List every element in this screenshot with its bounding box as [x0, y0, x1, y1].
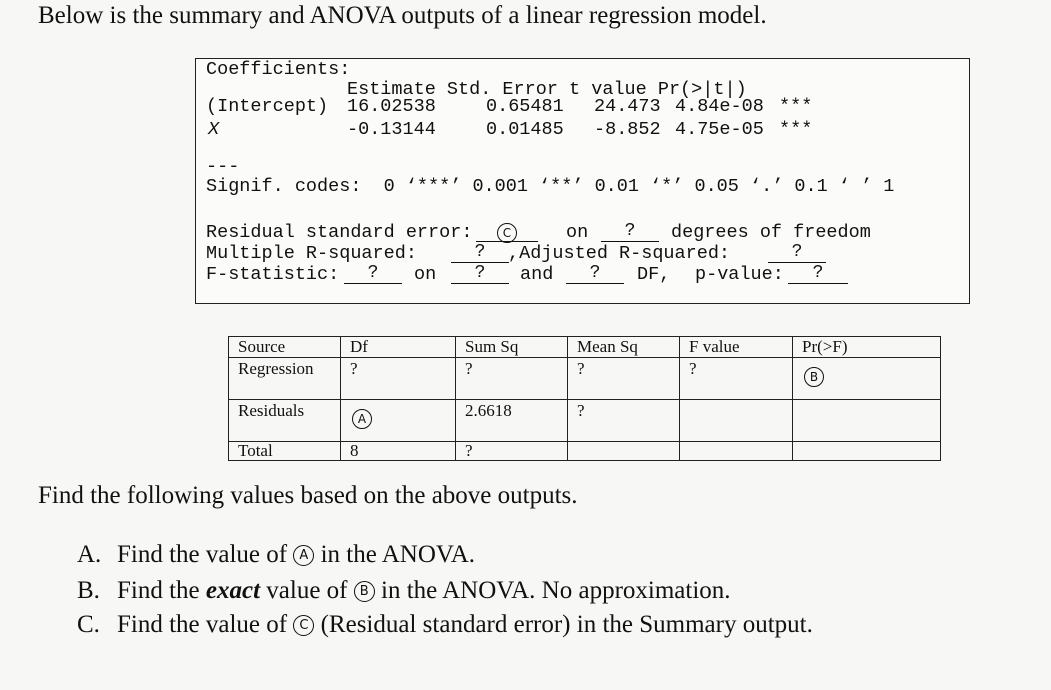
header-mean-sq: Mean Sq [568, 337, 680, 358]
question-emphasis: exact [205, 577, 261, 604]
cell-mean-sq [568, 442, 680, 461]
cell-df: 8 [341, 442, 456, 461]
signif-codes: Signif. codes: 0 ‘***’ 0.001 ‘**’ 0.01 ‘*’ 0.05 ‘.’ 0.1 ‘ ’ 1 [206, 176, 895, 197]
multiple-r2-label: Multiple R-squared: [206, 243, 417, 264]
cell-df [341, 400, 456, 442]
question-a [77, 541, 475, 569]
anova-table [228, 336, 941, 461]
cell-mean-sq: ? [568, 358, 680, 400]
circle-c-marker: C [497, 223, 517, 243]
cell-mean-sq: ? [568, 400, 680, 442]
question-letter: A. [77, 541, 102, 568]
separator-line: --- [206, 156, 240, 177]
adjusted-r2-label: ,Adjusted R-squared: [508, 243, 731, 264]
coef-row-x-estimate: -0.13144 [347, 119, 436, 140]
f-statistic-blank: ? [344, 263, 402, 284]
f-on-text: on [414, 264, 437, 285]
coefficients-header: Estimate Std. Error t value Pr(>|t|) [347, 79, 747, 100]
anova-header-row [229, 337, 941, 358]
question-c [77, 611, 813, 639]
question-text-pre: Find the [117, 577, 200, 604]
coef-row-x-tvalue: -8.852 [594, 119, 661, 140]
header-pr-f: Pr(>F) [793, 337, 941, 358]
coef-row-intercept-stderr: 0.65481 [486, 96, 564, 117]
cell-f-value: ? [680, 358, 793, 400]
cell-source: Regression [229, 358, 341, 400]
coef-row-x-name: X [208, 119, 220, 140]
question-letter: B. [77, 577, 100, 604]
cell-pr-f [793, 400, 941, 442]
cell-f-value [680, 442, 793, 461]
question-text-post: in the ANOVA. [320, 541, 476, 568]
circle-b-marker: B [804, 367, 824, 387]
p-value-blank: ? [788, 263, 848, 284]
cell-source: Residuals [229, 400, 341, 442]
cell-df: ? [341, 358, 456, 400]
anova-row-total [229, 442, 941, 461]
question-letter: C. [77, 611, 100, 638]
coef-row-x-stars: *** [779, 119, 813, 140]
f-and-text: and [520, 264, 554, 285]
header-df: Df [341, 337, 456, 358]
f-df1-blank: ? [451, 263, 509, 284]
header-source: Source [229, 337, 341, 358]
cell-sum-sq: ? [456, 358, 568, 400]
coef-row-intercept-name: (Intercept) [206, 96, 329, 117]
anova-row-regression [229, 358, 941, 400]
cell-pr-f [793, 358, 941, 400]
rse-df-blank: ? [601, 221, 659, 242]
question-text-post: (Residual standard error) in the Summary output. [320, 611, 813, 638]
adjusted-r2-blank: ? [768, 242, 826, 263]
anova-row-residuals [229, 400, 941, 442]
rse-label: Residual standard error: [206, 222, 473, 243]
f-df2-blank: ? [566, 263, 624, 284]
summary-output-box [195, 58, 970, 304]
rse-on-text: on [566, 222, 589, 243]
coef-row-intercept-tvalue: 24.473 [594, 96, 661, 117]
p-value-label: p-value: [695, 264, 784, 285]
coef-row-intercept-estimate: 16.02538 [347, 96, 436, 117]
questions-heading: Find the following values based on the above outputs. [38, 482, 578, 509]
coef-row-intercept-stars: *** [779, 96, 813, 117]
cell-sum-sq: 2.6618 [456, 400, 568, 442]
dof-text: degrees of freedom [671, 222, 871, 243]
circle-a-marker: A [352, 409, 372, 429]
intro-text: Below is the summary and ANOVA outputs of a linear regression model. [38, 2, 767, 29]
question-text-post: in the ANOVA. No approximation. [381, 577, 731, 604]
circle-a-marker: A [293, 545, 314, 566]
question-b [77, 577, 731, 605]
circle-c-marker: C [293, 615, 314, 636]
f-statistic-label: F-statistic: [206, 264, 340, 285]
coefficients-title: Coefficients: [206, 59, 351, 80]
question-text-pre: Find the value of [117, 541, 288, 568]
coef-row-x-stderr: 0.01485 [486, 119, 564, 140]
cell-sum-sq: ? [456, 442, 568, 461]
question-text-pre2: value of [266, 577, 348, 604]
header-f-value: F value [680, 337, 793, 358]
header-sum-sq: Sum Sq [456, 337, 568, 358]
multiple-r2-blank: ? [451, 242, 509, 263]
cell-pr-f [793, 442, 941, 461]
coef-row-intercept-pvalue: 4.84e-08 [675, 96, 764, 117]
rse-value-blank [476, 221, 538, 242]
question-text-pre: Find the value of [117, 611, 288, 638]
circle-b-marker: B [354, 581, 375, 602]
coef-row-x-pvalue: 4.75e-05 [675, 119, 764, 140]
f-df-text: DF, [637, 264, 671, 285]
cell-f-value [680, 400, 793, 442]
cell-source: Total [229, 442, 341, 461]
